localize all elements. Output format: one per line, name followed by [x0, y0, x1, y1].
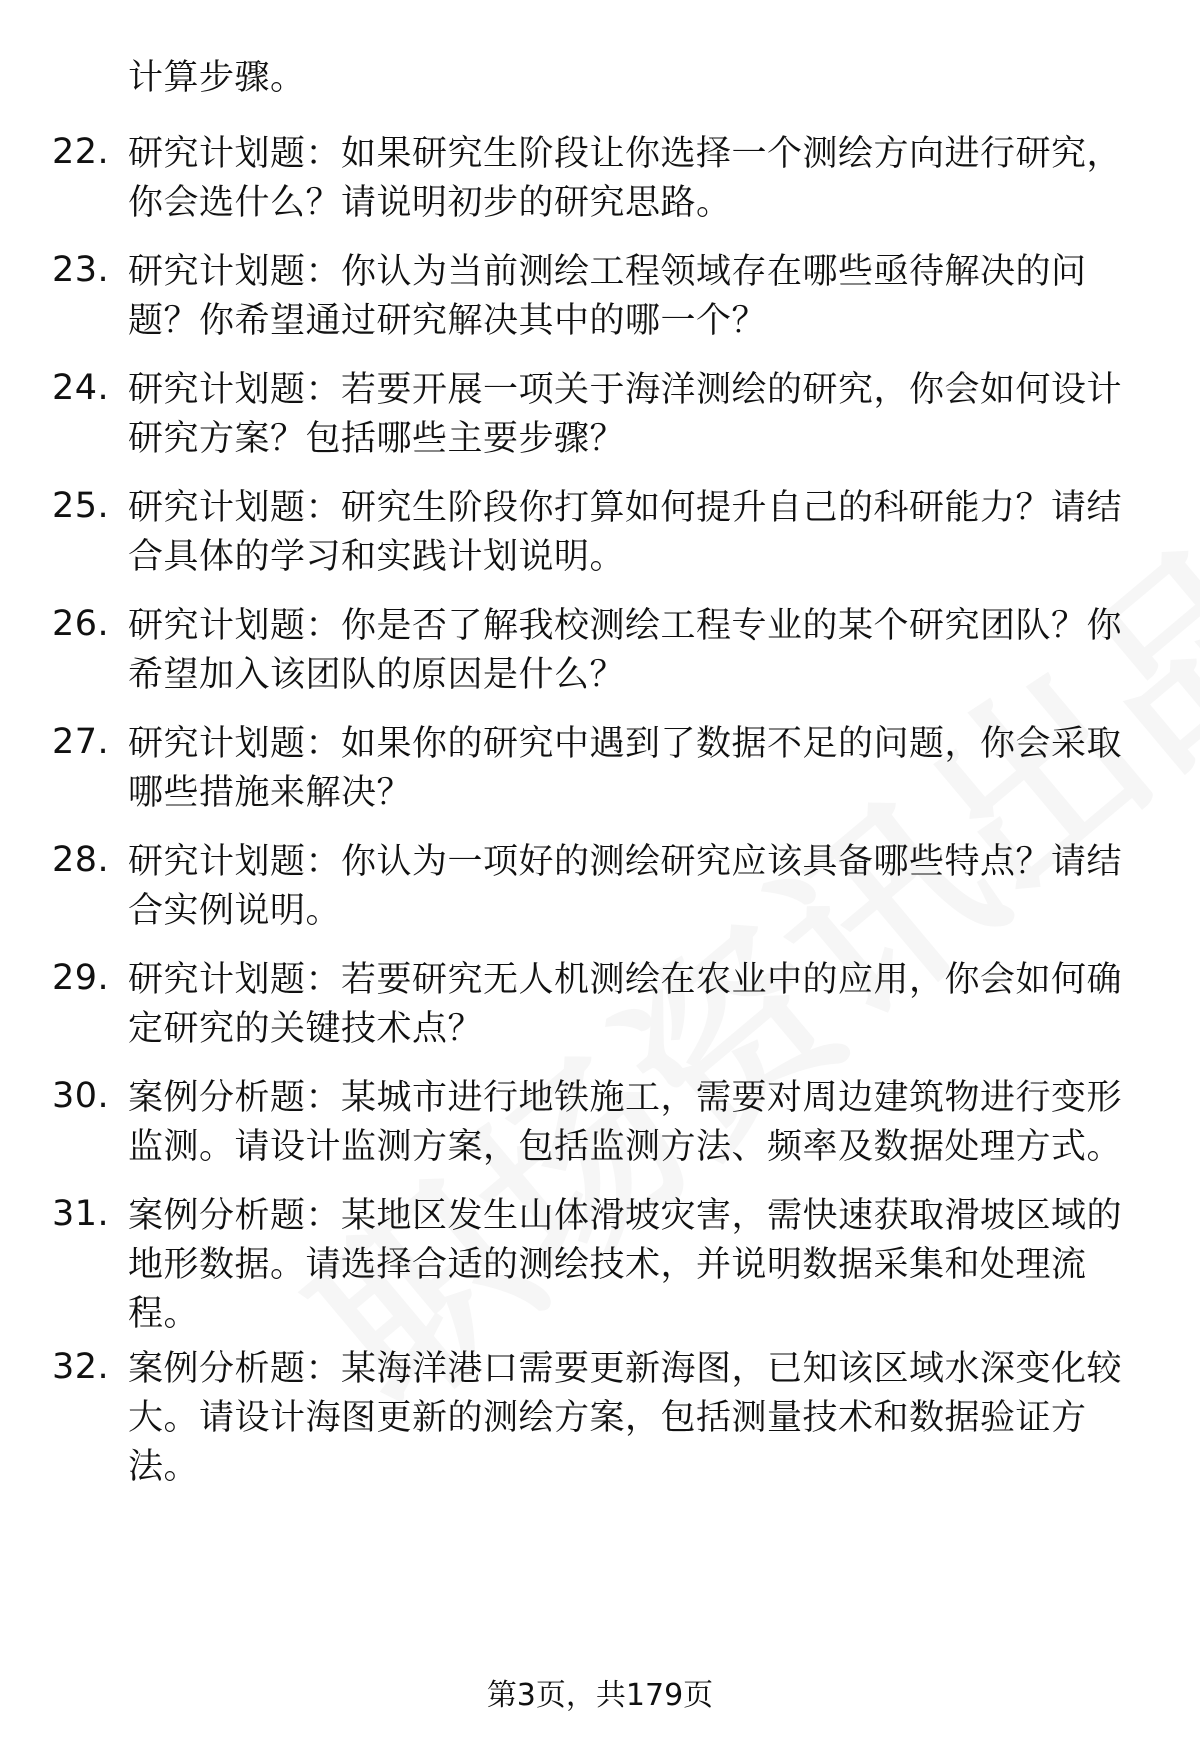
question-text [128, 484, 1138, 582]
question-text-line: 哪些措施来解决？ [128, 773, 413, 813]
question-number: 31. [52, 1194, 110, 1234]
question-number: 28. [52, 840, 110, 880]
question-number: 32. [52, 1347, 110, 1387]
question-text-line: 法。 [128, 1447, 200, 1487]
question-text [128, 1192, 1138, 1339]
question-text-line: 大。请设计海图更新的测绘方案，包括测量技术和数据验证方 [128, 1398, 1087, 1438]
question-text-line: 案例分析题：某地区发生山体滑坡灾害，需快速获取滑坡区域的 [128, 1196, 1123, 1236]
question-text [128, 130, 1138, 228]
question-number: 22. [52, 132, 110, 172]
question-text-line: 监测。请设计监测方案，包括监测方法、频率及数据处理方式。 [128, 1127, 1123, 1167]
question-text [128, 720, 1138, 818]
question-text [128, 366, 1138, 464]
question-text-line: 研究计划题：如果研究生阶段让你选择一个测绘方向进行研究， [128, 134, 1123, 174]
question-text-line: 研究计划题：如果你的研究中遇到了数据不足的问题，你会采取 [128, 724, 1123, 764]
question-text [128, 248, 1138, 346]
question-text [128, 956, 1138, 1054]
question-text-line: 你会选什么？请说明初步的研究思路。 [128, 183, 732, 223]
question-text-line: 案例分析题：某城市进行地铁施工，需要对周边建筑物进行变形 [128, 1078, 1123, 1118]
question-text-line: 希望加入该团队的原因是什么？ [128, 655, 626, 695]
question-number: 30. [52, 1076, 110, 1116]
question-text [128, 838, 1138, 936]
question-text [128, 1345, 1138, 1492]
question-text-line: 题？你希望通过研究解决其中的哪一个？ [128, 301, 768, 341]
question-text-line: 研究计划题：你是否了解我校测绘工程专业的某个研究团队？你 [128, 606, 1123, 646]
question-text-line: 合实例说明。 [128, 891, 342, 931]
question-text-line: 合具体的学习和实践计划说明。 [128, 537, 626, 577]
question-number: 27. [52, 722, 110, 762]
page-number: 第3页，共179页 [486, 1678, 714, 1713]
question-text-line: 研究计划题：若要开展一项关于海洋测绘的研究，你会如何设计 [128, 370, 1123, 410]
question-text-line: 研究计划题：若要研究无人机测绘在农业中的应用，你会如何确 [128, 960, 1123, 1000]
question-number: 23. [52, 250, 110, 290]
question-number: 29. [52, 958, 110, 998]
question-text-line: 案例分析题：某海洋港口需要更新海图，已知该区域水深变化较 [128, 1349, 1123, 1389]
question-text [128, 1074, 1138, 1172]
question-text [128, 602, 1138, 700]
question-text-line: 研究计划题：你认为当前测绘工程领域存在哪些亟待解决的问 [128, 252, 1087, 292]
question-text-line: 研究计划题：你认为一项好的测绘研究应该具备哪些特点？请结 [128, 842, 1123, 882]
question-number: 24. [52, 368, 110, 408]
question-text-line: 定研究的关键技术点？ [128, 1009, 484, 1049]
continued-line: 计算步骤。 [128, 58, 306, 98]
question-text-line: 程。 [128, 1294, 200, 1334]
question-text-line: 研究方案？包括哪些主要步骤？ [128, 419, 626, 459]
question-number: 25. [52, 486, 110, 526]
question-text-line: 地形数据。请选择合适的测绘技术，并说明数据采集和处理流 [128, 1245, 1087, 1285]
question-number: 26. [52, 604, 110, 644]
question-text-line: 研究计划题：研究生阶段你打算如何提升自己的科研能力？请结 [128, 488, 1123, 528]
